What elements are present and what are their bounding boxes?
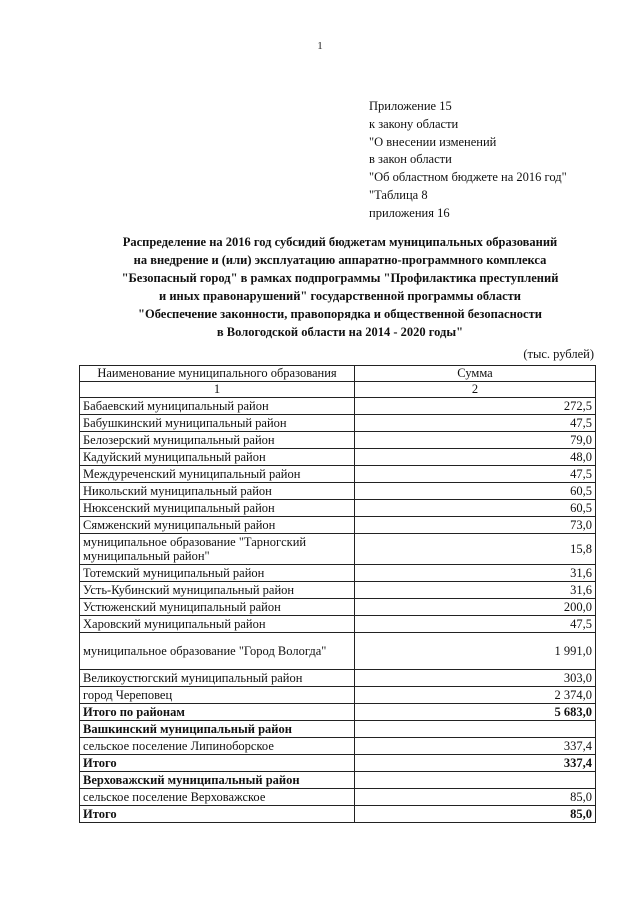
row-name: Никольский муниципальный район	[80, 483, 355, 500]
row-amount: 47,5	[355, 616, 596, 633]
units-label: (тыс. рублей)	[523, 347, 594, 361]
row-name: Великоустюгский муниципальный район	[80, 670, 355, 687]
table-row	[80, 670, 596, 687]
section-header-row	[80, 721, 596, 738]
table-row	[80, 500, 596, 517]
row-amount: 5 683,0	[355, 704, 596, 721]
row-name: Вашкинский муниципальный район	[80, 721, 355, 738]
table-row	[80, 432, 596, 449]
table-row	[80, 633, 596, 670]
row-amount: 303,0	[355, 670, 596, 687]
row-amount: 48,0	[355, 449, 596, 466]
total-row	[80, 806, 596, 823]
column-number: 2	[355, 382, 596, 398]
row-name: Белозерский муниципальный район	[80, 432, 355, 449]
appendix-line: Приложение 15	[369, 99, 452, 113]
row-name: Бабаевский муниципальный район	[80, 398, 355, 415]
title-line: на внедрение и (или) эксплуатацию аппаратно-программного комплекса	[133, 252, 547, 267]
table-row	[80, 398, 596, 415]
table-row	[80, 415, 596, 432]
row-amount: 85,0	[355, 789, 596, 806]
page-number: 1	[317, 40, 323, 52]
table-row	[80, 565, 596, 582]
row-name: муниципальное образование "Город Вологда"	[80, 633, 355, 670]
table-row	[80, 616, 596, 633]
row-name: сельское поселение Липиноборское	[80, 738, 355, 755]
total-row	[80, 755, 596, 772]
row-name: Нюксенский муниципальный район	[80, 500, 355, 517]
appendix-block	[369, 98, 567, 223]
appendix-line: "О внесении изменений	[369, 134, 497, 149]
table-row	[80, 582, 596, 599]
table-row	[80, 599, 596, 616]
section-header-row	[80, 772, 596, 789]
row-amount: 31,6	[355, 565, 596, 582]
row-amount: 272,5	[355, 398, 596, 415]
row-amount: 60,5	[355, 483, 596, 500]
title-line: "Обеспечение законности, правопорядка и общественной безопасности	[138, 306, 542, 321]
appendix-line: в закон области	[369, 152, 452, 167]
appendix-line: "Об областном бюджете на 2016 год"	[369, 170, 567, 185]
title-line: "Безопасный город" в рамках подпрограммы "Профилактика преступлений	[121, 270, 559, 285]
document-title	[70, 234, 610, 341]
column-header-name: Наименование муниципального образования	[80, 366, 355, 382]
row-name: Сямженский муниципальный район	[80, 517, 355, 534]
appendix-line: к закону области	[369, 116, 459, 131]
row-amount: 47,5	[355, 466, 596, 483]
row-amount: 337,4	[355, 738, 596, 755]
row-amount: 60,5	[355, 500, 596, 517]
row-name: Верховажский муниципальный район	[80, 772, 355, 789]
appendix-line: "Таблица 8	[369, 187, 428, 202]
table-row	[80, 517, 596, 534]
row-amount	[355, 721, 596, 738]
row-amount: 47,5	[355, 415, 596, 432]
title-line: Распределение на 2016 год субсидий бюджетам муниципальных образований	[122, 235, 558, 249]
distribution-table	[79, 365, 596, 823]
title-line: в Вологодской области на 2014 - 2020 годы"	[216, 324, 464, 339]
table-row	[80, 789, 596, 806]
row-name: Итого	[80, 806, 355, 823]
appendix-line: приложения 16	[369, 205, 450, 220]
table-row	[80, 466, 596, 483]
row-amount: 85,0	[355, 806, 596, 823]
table-row	[80, 483, 596, 500]
row-name: Междуреченский муниципальный район	[80, 466, 355, 483]
row-name: Итого по районам	[80, 704, 355, 721]
row-name: Итого	[80, 755, 355, 772]
table-row	[80, 687, 596, 704]
table-row	[80, 738, 596, 755]
table-row	[80, 449, 596, 466]
row-name: Харовский муниципальный район	[80, 616, 355, 633]
row-name: Бабушкинский муниципальный район	[80, 415, 355, 432]
row-name: город Череповец	[80, 687, 355, 704]
row-amount: 1 991,0	[355, 633, 596, 670]
row-amount: 200,0	[355, 599, 596, 616]
column-header-amount: Сумма	[355, 366, 596, 382]
row-amount: 73,0	[355, 517, 596, 534]
row-amount	[355, 772, 596, 789]
header-row	[80, 366, 596, 382]
header-numbers-row	[80, 382, 596, 398]
row-name: муниципальное образование "Тарногский муниципальный район"	[80, 534, 355, 565]
row-amount: 337,4	[355, 755, 596, 772]
title-line: и иных правонарушений" государственной программы области	[159, 288, 521, 303]
column-number: 1	[80, 382, 355, 398]
row-name: Кадуйский муниципальный район	[80, 449, 355, 466]
total-row	[80, 704, 596, 721]
table-row	[80, 534, 596, 565]
row-amount: 31,6	[355, 582, 596, 599]
row-name: сельское поселение Верховажское	[80, 789, 355, 806]
row-amount: 2 374,0	[355, 687, 596, 704]
row-amount: 79,0	[355, 432, 596, 449]
row-name: Тотемский муниципальный район	[80, 565, 355, 582]
row-name: Усть-Кубинский муниципальный район	[80, 582, 355, 599]
row-name: Устюженский муниципальный район	[80, 599, 355, 616]
row-amount: 15,8	[355, 534, 596, 565]
